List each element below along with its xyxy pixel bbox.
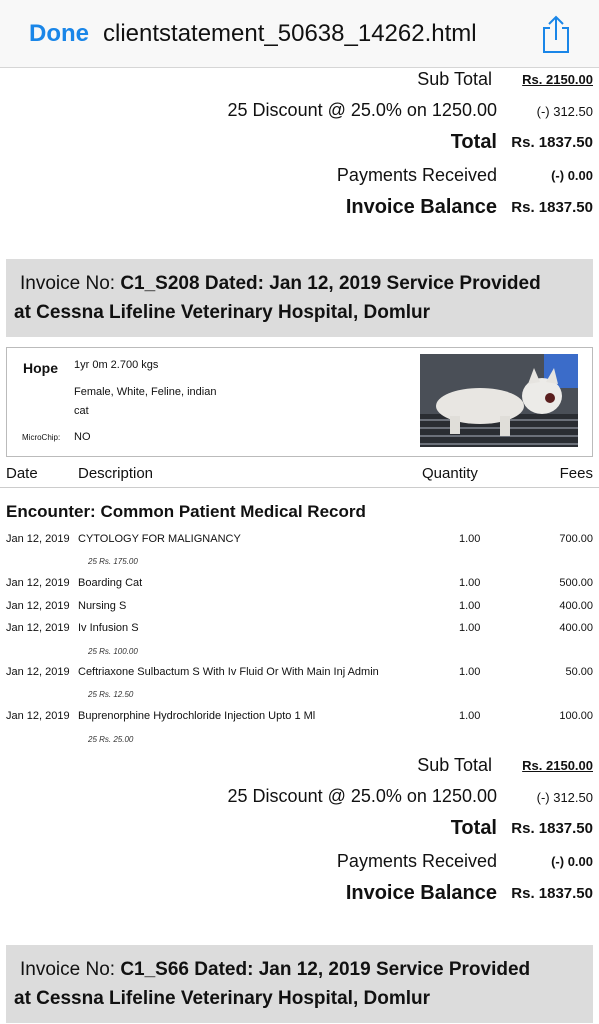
row-discount: 25 Rs. 12.50	[88, 690, 134, 699]
row-date: Jan 12, 2019	[6, 622, 70, 634]
sub-total-value: Rs. 2150.00	[522, 72, 593, 87]
row-desc: Iv Infusion S	[78, 622, 139, 634]
col-description: Description	[78, 465, 154, 482]
discount-value: (-) 312.50	[536, 790, 593, 805]
row-date: Jan 12, 2019	[6, 710, 70, 722]
col-fees: Fees	[559, 465, 593, 482]
total-value: Rs. 1837.50	[511, 134, 593, 151]
invoice-prefix: Invoice No:	[20, 959, 116, 980]
invoice-date: Jan 12, 2019	[258, 959, 371, 980]
payments-value: (-) 0.00	[551, 854, 593, 869]
discount-label: 25 Discount @ 25.0% on 1250.00	[227, 100, 497, 120]
invoice-header-line1	[20, 273, 541, 295]
col-date: Date	[6, 465, 38, 482]
row-desc: Nursing S	[78, 600, 127, 612]
row-date: Jan 12, 2019	[6, 533, 70, 545]
invoice-location: at Cessna Lifeline Veterinary Hospital, Domlur	[14, 988, 431, 1009]
row-fee: 500.00	[559, 577, 593, 589]
row-fee: 100.00	[559, 710, 593, 722]
invoice-dated-label: Dated:	[204, 273, 264, 294]
total-value: Rs. 1837.50	[511, 820, 593, 837]
file-name-title: clientstatement_50638_14262.html	[103, 20, 477, 47]
row-qty: 1.00	[459, 622, 481, 634]
row-desc: CYTOLOGY FOR MALIGNANCY	[78, 533, 241, 545]
row-discount: 25 Rs. 100.00	[88, 647, 138, 656]
invoice-date: Jan 12, 2019	[269, 273, 382, 294]
balance-value: Rs. 1837.50	[511, 199, 593, 216]
invoice-header	[6, 259, 593, 337]
patient-age-weight: 1yr 0m 2.700 kgs	[74, 359, 159, 371]
discount-value: (-) 312.50	[536, 104, 593, 119]
top-bar	[0, 0, 599, 68]
patient-desc-line2: cat	[74, 405, 89, 417]
total-label: Total	[450, 131, 497, 153]
sub-total-label: Sub Total	[417, 755, 492, 775]
row-fee: 400.00	[559, 600, 593, 612]
share-icon[interactable]	[540, 14, 572, 54]
balance-label: Invoice Balance	[345, 196, 497, 218]
invoice-number: C1_S208	[120, 273, 200, 294]
patient-desc-line1: Female, White, Feline, indian	[74, 386, 217, 398]
payments-label: Payments Received	[336, 165, 497, 185]
invoice-prefix: Invoice No:	[20, 273, 116, 294]
payments-label: Payments Received	[336, 851, 497, 871]
row-fee: 400.00	[559, 622, 593, 634]
invoice-dated-label: Dated:	[194, 959, 254, 980]
done-button[interactable]: Done	[29, 20, 89, 47]
row-date: Jan 12, 2019	[6, 600, 70, 612]
total-label: Total	[450, 817, 497, 839]
row-qty: 1.00	[459, 577, 481, 589]
microchip-value: NO	[74, 431, 91, 443]
row-date: Jan 12, 2019	[6, 577, 70, 589]
invoice-location: at Cessna Lifeline Veterinary Hospital, Domlur	[14, 302, 431, 323]
row-qty: 1.00	[459, 666, 481, 678]
row-desc: Buprenorphine Hydrochloride Injection Upto 1 Ml	[78, 710, 316, 722]
row-fee: 50.00	[565, 666, 593, 678]
sub-total-value: Rs. 2150.00	[522, 758, 593, 773]
row-qty: 1.00	[459, 600, 481, 612]
invoice-service-label: Service Provided	[375, 959, 531, 980]
row-discount: 25 Rs. 25.00	[88, 735, 134, 744]
row-fee: 700.00	[559, 533, 593, 545]
row-discount: 25 Rs. 175.00	[88, 557, 138, 566]
col-quantity: Quantity	[422, 465, 478, 482]
table-header	[0, 462, 599, 488]
invoice-service-label: Service Provided	[386, 273, 541, 294]
row-desc: Boarding Cat	[78, 577, 143, 589]
row-date: Jan 12, 2019	[6, 666, 70, 678]
payments-value: (-) 0.00	[551, 168, 593, 183]
row-qty: 1.00	[459, 710, 481, 722]
invoice-number: C1_S66	[120, 959, 189, 980]
encounter-title: Encounter: Common Patient Medical Record	[6, 502, 366, 521]
patient-name: Hope	[23, 360, 58, 376]
invoice-header	[6, 945, 593, 1023]
pet-photo	[420, 354, 578, 447]
discount-label: 25 Discount @ 25.0% on 1250.00	[227, 786, 497, 806]
invoice-header-line1	[20, 959, 530, 981]
row-qty: 1.00	[459, 533, 481, 545]
sub-total-label: Sub Total	[417, 69, 492, 89]
balance-value: Rs. 1837.50	[511, 885, 593, 902]
row-desc: Ceftriaxone Sulbactum S With Iv Fluid Or With Main Inj Admin	[78, 666, 379, 678]
microchip-label: MicroChip:	[22, 433, 61, 442]
balance-label: Invoice Balance	[345, 882, 497, 904]
